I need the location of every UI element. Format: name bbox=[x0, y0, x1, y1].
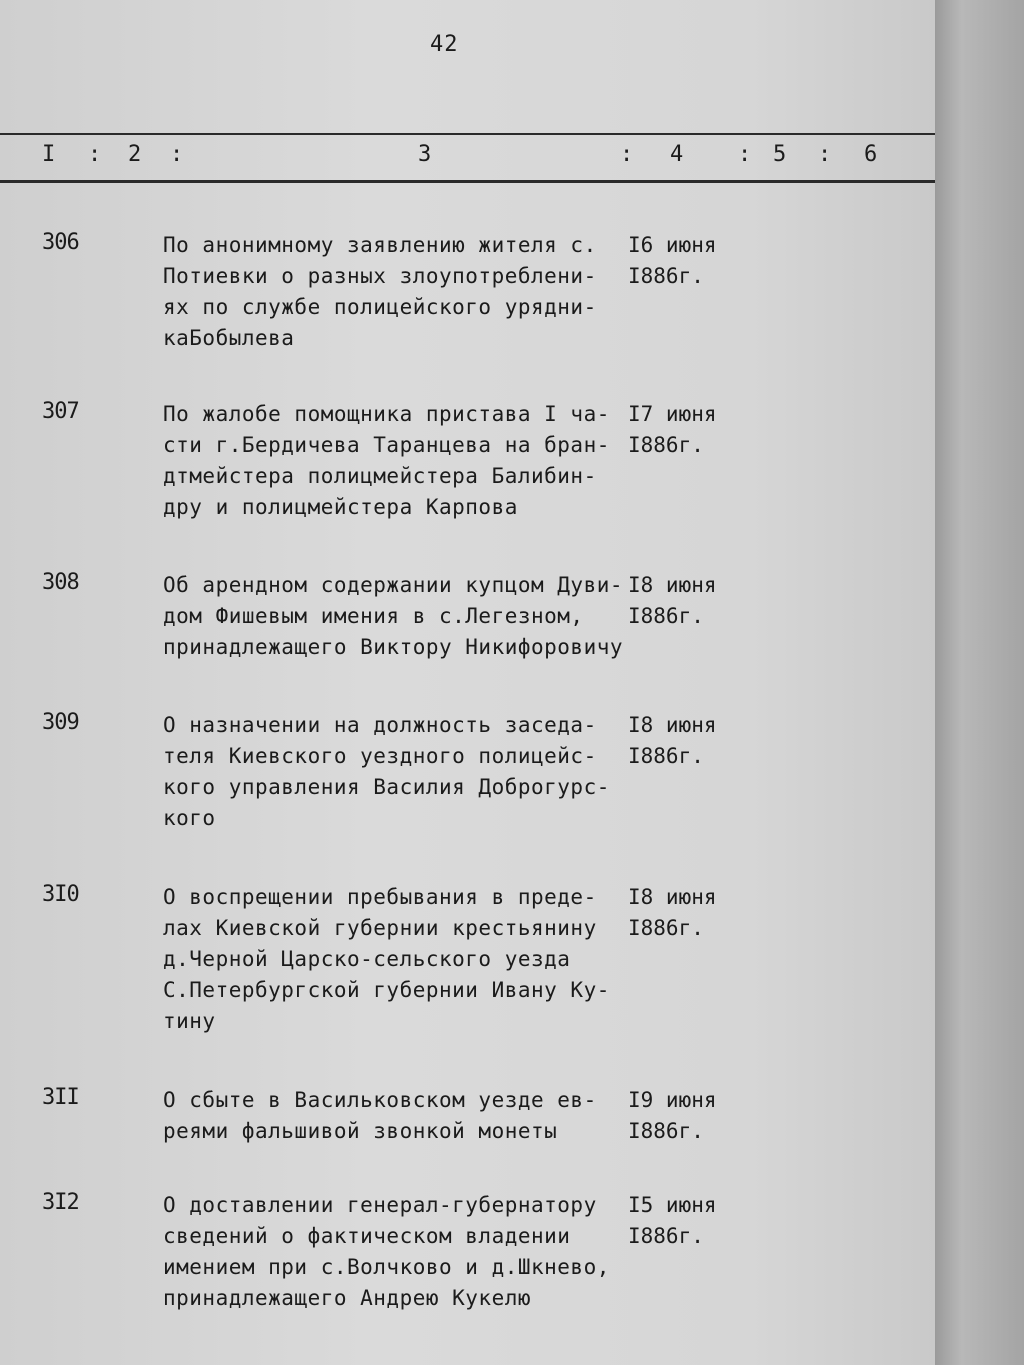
column-separator: : bbox=[620, 142, 634, 167]
description-line: кого bbox=[163, 806, 216, 830]
header-rule-top bbox=[0, 133, 935, 135]
description-line: Потиевки о разных злоупотреблени- bbox=[163, 264, 597, 288]
description-line: О сбыте в Васильковском уезде ев- bbox=[163, 1088, 597, 1112]
description-line: сведений о фактическом владении bbox=[163, 1224, 571, 1248]
entry-number: 3II bbox=[42, 1085, 79, 1110]
description-line: дтмейстера полицмейстера Балибин- bbox=[163, 464, 597, 488]
entry-description bbox=[163, 230, 633, 354]
entry-number: 3I0 bbox=[42, 882, 79, 907]
entry-date bbox=[628, 882, 748, 944]
date-year: I886г. bbox=[628, 604, 704, 628]
description-line: дру и полицмейстера Карпова bbox=[163, 495, 518, 519]
description-line: д.Черной Царско-сельского уезда bbox=[163, 947, 571, 971]
date-year: I886г. bbox=[628, 1224, 704, 1248]
description-line: каБобылева bbox=[163, 326, 295, 350]
description-line: имением при с.Волчково и д.Шкнево, bbox=[163, 1255, 610, 1279]
description-line: сти г.Бердичева Таранцева на бран- bbox=[163, 433, 610, 457]
description-line: По жалобе помощника пристава I ча- bbox=[163, 402, 610, 426]
description-line: О доставлении генерал-губернатору bbox=[163, 1193, 597, 1217]
column-header-6: 6 bbox=[864, 142, 878, 167]
header-rule-bottom bbox=[0, 180, 935, 183]
entry-description bbox=[163, 1085, 633, 1147]
entry-date bbox=[628, 399, 748, 461]
entry-number: 307 bbox=[42, 399, 79, 424]
entry-description bbox=[163, 399, 633, 523]
description-line: О воспрещении пребывания в преде- bbox=[163, 885, 597, 909]
column-header-2: 2 bbox=[128, 142, 142, 167]
description-line: лах Киевской губернии крестьянину bbox=[163, 916, 597, 940]
date-year: I886г. bbox=[628, 1119, 704, 1143]
description-line: теля Киевского уездного полицейс- bbox=[163, 744, 597, 768]
description-line: кого управления Василия Доброгурс- bbox=[163, 775, 610, 799]
description-line: принадлежащего Виктору Никифоровичу bbox=[163, 635, 624, 659]
date-day: I8 июня bbox=[628, 713, 717, 737]
date-day: I9 июня bbox=[628, 1088, 717, 1112]
entry-description bbox=[163, 882, 633, 1037]
column-separator: : bbox=[170, 142, 184, 167]
column-header-1: I bbox=[42, 142, 56, 167]
entry-number: 309 bbox=[42, 710, 79, 735]
date-year: I886г. bbox=[628, 744, 704, 768]
column-separator: : bbox=[738, 142, 752, 167]
date-year: I886г. bbox=[628, 264, 704, 288]
description-line: дом Фишевым имения в с.Легезном, bbox=[163, 604, 584, 628]
date-day: I6 июня bbox=[628, 233, 717, 257]
description-line: О назначении на должность заседа- bbox=[163, 713, 597, 737]
entry-date bbox=[628, 230, 748, 292]
date-day: I8 июня bbox=[628, 885, 717, 909]
description-line: Об арендном содержании купцом Дуви- bbox=[163, 573, 624, 597]
description-line: тину bbox=[163, 1009, 216, 1033]
page-number: 42 bbox=[430, 32, 459, 57]
entry-date bbox=[628, 1085, 748, 1147]
description-line: принадлежащего Андрею Кукелю bbox=[163, 1286, 532, 1310]
date-day: I7 июня bbox=[628, 402, 717, 426]
entry-description bbox=[163, 570, 633, 663]
entry-number: 308 bbox=[42, 570, 79, 595]
column-separator: : bbox=[818, 142, 832, 167]
column-header-3: 3 bbox=[418, 142, 432, 167]
entry-number: 3I2 bbox=[42, 1190, 79, 1215]
description-line: ях по службе полицейского урядни- bbox=[163, 295, 597, 319]
date-day: I8 июня bbox=[628, 573, 717, 597]
entry-description bbox=[163, 1190, 633, 1314]
entry-date bbox=[628, 1190, 748, 1252]
description-line: С.Петербургской губернии Ивану Ку- bbox=[163, 978, 610, 1002]
description-line: По анонимному заявлению жителя с. bbox=[163, 233, 597, 257]
column-header-5: 5 bbox=[773, 142, 787, 167]
column-separator: : bbox=[88, 142, 102, 167]
column-header-4: 4 bbox=[670, 142, 684, 167]
date-day: I5 июня bbox=[628, 1193, 717, 1217]
entry-description bbox=[163, 710, 633, 834]
description-line: реями фальшивой звонкой монеты bbox=[163, 1119, 558, 1143]
background-page-edge bbox=[935, 0, 1024, 1365]
date-year: I886г. bbox=[628, 916, 704, 940]
entry-number: 306 bbox=[42, 230, 79, 255]
entry-date bbox=[628, 710, 748, 772]
entry-date bbox=[628, 570, 748, 632]
date-year: I886г. bbox=[628, 433, 704, 457]
